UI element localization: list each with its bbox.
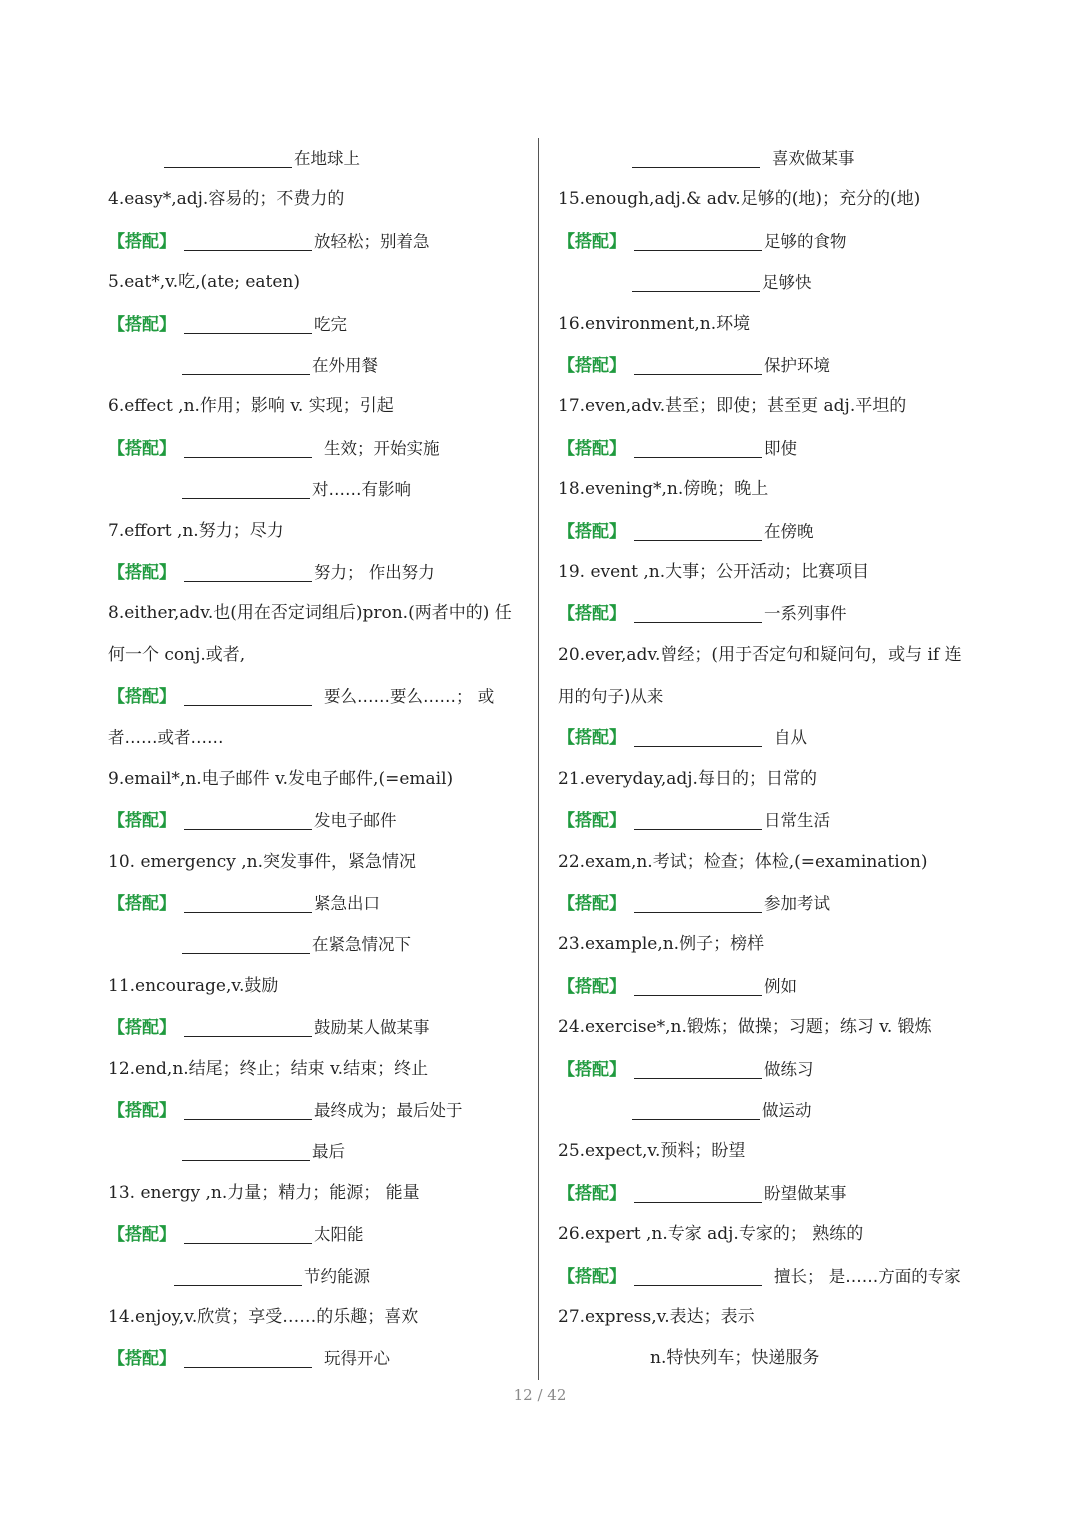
entry-line: 7.effort ,n.努力；尽力 [108, 520, 284, 541]
phrase-line: 【搭配】 自从 [558, 728, 807, 749]
phrase-line: 【搭配】 一系列事件 [558, 604, 847, 625]
phrase-line: 【搭配】 日常生活 [558, 811, 830, 832]
phrase-line: 【搭配】 足够的食物 [558, 231, 847, 252]
answer-blank[interactable] [634, 230, 762, 251]
collocation-tag: 【搭配】 [108, 1349, 176, 1370]
answer-blank[interactable] [632, 271, 760, 292]
phrase-line: 【搭配】 做练习 [558, 1059, 814, 1080]
entry-line: 17.even,adv.甚至；即使；甚至更 adj.平坦的 [558, 396, 907, 417]
entry-line: 9.email*,n.电子邮件 v.发电子邮件,(=email) [108, 768, 454, 789]
entry-line: 18.evening*,n.傍晚；晚上 [558, 479, 769, 500]
answer-blank[interactable] [634, 437, 762, 458]
entry-line: 5.eat*,v.吃,(ate; eaten) [108, 272, 301, 293]
answer-blank[interactable] [634, 1182, 762, 1203]
answer-blank[interactable] [184, 685, 312, 706]
answer-blank[interactable] [634, 354, 762, 375]
answer-blank[interactable] [164, 147, 292, 168]
collocation-tag: 【搭配】 [558, 894, 626, 915]
collocation-tag: 【搭配】 [108, 894, 176, 915]
answer-blank[interactable] [182, 1140, 310, 1161]
phrase-line: 对……有影响 [108, 469, 526, 510]
phrase-line: 【搭配】 在傍晚 [558, 521, 814, 542]
entry-line: 21.everyday,adj.每日的；日常的 [558, 768, 817, 789]
answer-blank[interactable] [182, 478, 310, 499]
phrase-line: 做运动 [558, 1090, 978, 1131]
collocation-tag: 【搭配】 [108, 1018, 176, 1039]
entry-line: 用的句子)从来 [558, 687, 664, 707]
answer-blank[interactable] [182, 354, 310, 375]
answer-blank[interactable] [184, 809, 312, 830]
collocation-tag: 【搭配】 [558, 1183, 626, 1204]
page-number: 12 / 42 [513, 1386, 567, 1404]
answer-blank[interactable] [634, 520, 762, 541]
collocation-tag: 【搭配】 [108, 1100, 176, 1121]
collocation-tag: 【搭配】 [108, 231, 176, 252]
answer-blank[interactable] [634, 892, 762, 913]
phrase-line: 足够快 [558, 262, 978, 303]
entry-line: 27.express,v.表达；表示 [558, 1306, 755, 1327]
entry-line: 13. energy ,n.力量；精力；能源； 能量 [108, 1182, 420, 1203]
entry-line: 10. emergency ,n.突发事件，紧急情况 [108, 851, 416, 872]
answer-blank[interactable] [634, 809, 762, 830]
answer-blank[interactable] [182, 933, 310, 954]
entry-line: 6.effect ,n.作用；影响 v. 实现；引起 [108, 396, 394, 417]
phrase-line: 【搭配】 吃完 [108, 314, 347, 335]
phrase-line: 【搭配】 最终成为；最后处于 [108, 1100, 463, 1121]
entry-line: 20.ever,adv.曾经；(用于否定句和疑问句，或与 if 连 [558, 644, 962, 665]
entry-line: 者……或者…… [108, 728, 224, 748]
phrase-line: 在地球上 [108, 138, 526, 179]
left-column [108, 138, 526, 1380]
entry-line: 16.environment,n.环境 [558, 313, 751, 334]
collocation-tag: 【搭配】 [558, 1059, 626, 1080]
answer-blank[interactable] [174, 1265, 302, 1286]
phrase-line: 【搭配】 盼望做某事 [558, 1183, 847, 1204]
phrase-line: 【搭配】 要么……要么……； 或 [108, 687, 495, 708]
collocation-tag: 【搭配】 [108, 438, 176, 459]
entry-line: 22.exam,n.考试；检查；体检,(=examination) [558, 851, 928, 872]
phrase-line: 喜欢做某事 [558, 138, 978, 179]
collocation-tag: 【搭配】 [108, 1225, 176, 1246]
column-divider [538, 138, 539, 1380]
entry-line: 23.example,n.例子；榜样 [558, 934, 765, 955]
collocation-tag: 【搭配】 [108, 687, 176, 708]
entry-line: 24.exercise*,n.锻炼；做操；习题；练习 v. 锻炼 [558, 1017, 932, 1038]
collocation-tag: 【搭配】 [108, 562, 176, 583]
answer-blank[interactable] [184, 437, 312, 458]
phrase-line: 【搭配】 即使 [558, 438, 797, 459]
collocation-tag: 【搭配】 [108, 811, 176, 832]
answer-blank[interactable] [184, 1016, 312, 1037]
collocation-tag: 【搭配】 [558, 438, 626, 459]
answer-blank[interactable] [634, 1265, 762, 1286]
phrase-line: 在外用餐 [108, 345, 526, 386]
entry-line: 19. event ,n.大事；公开活动；比赛项目 [558, 561, 870, 582]
entry-line: 26.expert ,n.专家 adj.专家的； 熟练的 [558, 1224, 864, 1245]
phrase-line: 【搭配】 例如 [558, 976, 797, 997]
phrase-line: 【搭配】 玩得开心 [108, 1349, 390, 1370]
entry-line: 14.enjoy,v.欣赏；享受……的乐趣；喜欢 [108, 1306, 419, 1327]
collocation-tag: 【搭配】 [558, 728, 626, 749]
collocation-tag: 【搭配】 [108, 314, 176, 335]
answer-blank[interactable] [184, 892, 312, 913]
phrase-line: 【搭配】 参加考试 [558, 894, 830, 915]
answer-blank[interactable] [184, 313, 312, 334]
answer-blank[interactable] [184, 561, 312, 582]
answer-blank[interactable] [634, 1058, 762, 1079]
entry-line: 15.enough,adj.& adv.足够的(地)；充分的(地) [558, 189, 921, 210]
entry-line: 4.easy*,adj.容易的；不费力的 [108, 189, 345, 210]
phrase-line: 【搭配】 保护环境 [558, 355, 830, 376]
phrase-line: 节约能源 [108, 1256, 526, 1297]
collocation-tag: 【搭配】 [558, 355, 626, 376]
answer-blank[interactable] [184, 1099, 312, 1120]
collocation-tag: 【搭配】 [558, 976, 626, 997]
phrase-line: 【搭配】 发电子邮件 [108, 811, 397, 832]
collocation-tag: 【搭配】 [558, 521, 626, 542]
entry-line: 11.encourage,v.鼓励 [108, 975, 279, 996]
phrase-line: 最后 [108, 1131, 526, 1172]
entry-line: 8.either,adv.也(用在否定词组后)pron.(两者中的) 任 [108, 603, 512, 624]
answer-blank[interactable] [184, 230, 312, 251]
entry-line: n.特快列车；快递服务 [650, 1348, 820, 1369]
phrase-line: 在紧急情况下 [108, 924, 526, 965]
answer-blank[interactable] [632, 1099, 760, 1120]
collocation-tag: 【搭配】 [558, 811, 626, 832]
entry-line: 何一个 conj.或者, [108, 644, 246, 665]
answer-blank[interactable] [634, 726, 762, 747]
answer-blank[interactable] [632, 147, 760, 168]
phrase-line: 【搭配】 太阳能 [108, 1225, 364, 1246]
collocation-tag: 【搭配】 [558, 1266, 626, 1287]
phrase-line: 【搭配】 紧急出口 [108, 894, 380, 915]
answer-blank[interactable] [184, 1347, 312, 1368]
phrase-line: 【搭配】 生效；开始实施 [108, 438, 440, 459]
answer-blank[interactable] [184, 1223, 312, 1244]
phrase-line: 【搭配】 擅长； 是……方面的专家 [558, 1266, 961, 1287]
collocation-tag: 【搭配】 [558, 231, 626, 252]
phrase-line: 【搭配】 鼓励某人做某事 [108, 1018, 430, 1039]
phrase-line: 【搭配】 放轻松；别着急 [108, 231, 430, 252]
collocation-tag: 【搭配】 [558, 604, 626, 625]
phrase-line: 【搭配】 努力； 作出努力 [108, 562, 435, 583]
right-column [558, 138, 978, 1380]
answer-blank[interactable] [634, 602, 762, 623]
entry-line: 25.expect,v.预料；盼望 [558, 1141, 746, 1162]
entry-line: 12.end,n.结尾；终止；结束 v.结束；终止 [108, 1058, 429, 1079]
answer-blank[interactable] [634, 975, 762, 996]
